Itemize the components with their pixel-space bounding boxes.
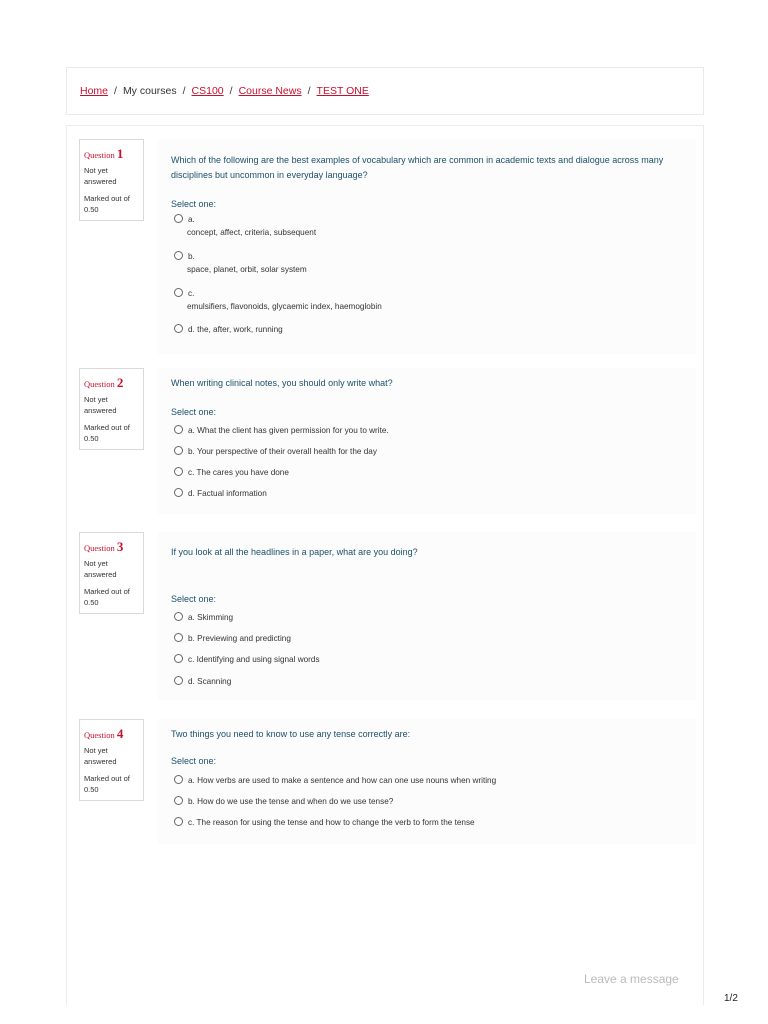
answer-option[interactable]: b. Your perspective of their overall health for the day — [174, 447, 377, 456]
select-one-prompt: Select one: — [171, 594, 217, 604]
answer-option[interactable]: a. Skimming — [174, 613, 233, 622]
breadcrumb-separator: / — [307, 85, 311, 97]
radio-button[interactable] — [174, 612, 183, 621]
breadcrumb-course-link[interactable]: CS100 — [191, 85, 224, 97]
radio-button[interactable] — [174, 488, 183, 497]
breadcrumb-test-link[interactable]: TEST ONE — [316, 85, 369, 97]
question-content — [158, 532, 696, 700]
radio-button[interactable] — [174, 446, 183, 455]
answer-option[interactable]: c. The reason for using the tense and how to change the verb to form the tense — [174, 818, 475, 827]
breadcrumb-my-courses: My courses — [122, 85, 177, 97]
radio-button[interactable] — [174, 288, 183, 297]
answer-option[interactable]: c. The cares you have done — [174, 468, 289, 477]
question-label: Question 1 — [84, 146, 124, 161]
leave-message-button[interactable]: Leave a message — [584, 972, 679, 986]
breadcrumb-separator: / — [182, 85, 186, 97]
question-info — [79, 532, 144, 614]
breadcrumb-bar — [66, 67, 704, 115]
answer-option[interactable]: d. the, after, work, running — [174, 325, 283, 334]
question-content — [158, 719, 696, 844]
breadcrumb-separator: / — [114, 85, 117, 97]
question-grade: Marked out of 0.50 — [84, 423, 130, 443]
question-info — [79, 719, 144, 801]
question-info — [79, 139, 144, 221]
answer-option[interactable]: a. concept, affect, criteria, subsequent — [174, 215, 316, 237]
question-grade: Marked out of 0.50 — [84, 194, 130, 214]
question-label: Question 4 — [84, 726, 124, 741]
question-label: Question 3 — [84, 539, 124, 554]
question-state: Not yet answered — [84, 166, 117, 186]
question-grade: Marked out of 0.50 — [84, 774, 130, 794]
answer-option[interactable]: b. Previewing and predicting — [174, 634, 291, 643]
page-number: 1/2 — [724, 993, 738, 1004]
radio-button[interactable] — [174, 251, 183, 260]
breadcrumb-separator: / — [229, 85, 233, 97]
radio-button[interactable] — [174, 324, 183, 333]
question-state: Not yet answered — [84, 746, 117, 766]
answer-option[interactable]: b. How do we use the tense and when do we use tense? — [174, 797, 393, 806]
radio-button[interactable] — [174, 214, 183, 223]
question-content — [158, 368, 696, 514]
question-grade: Marked out of 0.50 — [84, 587, 130, 607]
answer-option[interactable]: c. Identifying and using signal words — [174, 655, 320, 664]
select-one-prompt: Select one: — [171, 199, 217, 209]
radio-button[interactable] — [174, 775, 183, 784]
question-number: 4 — [116, 726, 124, 741]
answer-option[interactable]: b. space, planet, orbit, solar system — [174, 252, 307, 274]
question-info — [79, 368, 144, 450]
answer-option[interactable]: d. Scanning — [174, 677, 231, 686]
question-text: Two things you need to know to use any tense correctly are: — [171, 729, 411, 739]
select-one-prompt: Select one: — [171, 756, 217, 766]
question-number: 2 — [116, 375, 124, 390]
question-number: 1 — [116, 146, 124, 161]
answer-option[interactable]: a. How verbs are used to make a sentence and how can one use nouns when writing — [174, 776, 496, 785]
radio-button[interactable] — [174, 796, 183, 805]
question-text: When writing clinical notes, you should only write what? — [171, 378, 393, 388]
radio-button[interactable] — [174, 633, 183, 642]
radio-button[interactable] — [174, 654, 183, 663]
question-state: Not yet answered — [84, 559, 117, 579]
question-label: Question 2 — [84, 375, 124, 390]
question-text: If you look at all the headlines in a paper, what are you doing? — [171, 547, 418, 557]
answer-option[interactable]: a. What the client has given permission for you to write. — [174, 426, 389, 435]
radio-button[interactable] — [174, 425, 183, 434]
question-state: Not yet answered — [84, 395, 117, 415]
breadcrumb-home-link[interactable]: Home — [80, 85, 109, 97]
answer-option[interactable]: c. emulsifiers, flavonoids, glycaemic index, haemoglobin — [174, 289, 382, 311]
answer-option[interactable]: d. Factual information — [174, 489, 267, 498]
select-one-prompt: Select one: — [171, 407, 217, 417]
question-content — [158, 139, 696, 354]
question-number: 3 — [116, 539, 124, 554]
radio-button[interactable] — [174, 467, 183, 476]
radio-button[interactable] — [174, 817, 183, 826]
breadcrumb-course-news-link[interactable]: Course News — [238, 85, 302, 97]
radio-button[interactable] — [174, 676, 183, 685]
breadcrumb — [80, 85, 369, 97]
question-text: Which of the following are the best examples of vocabulary which are common in academic texts and dialogue across many disciplines but uncommon in everyday language? — [171, 155, 664, 180]
